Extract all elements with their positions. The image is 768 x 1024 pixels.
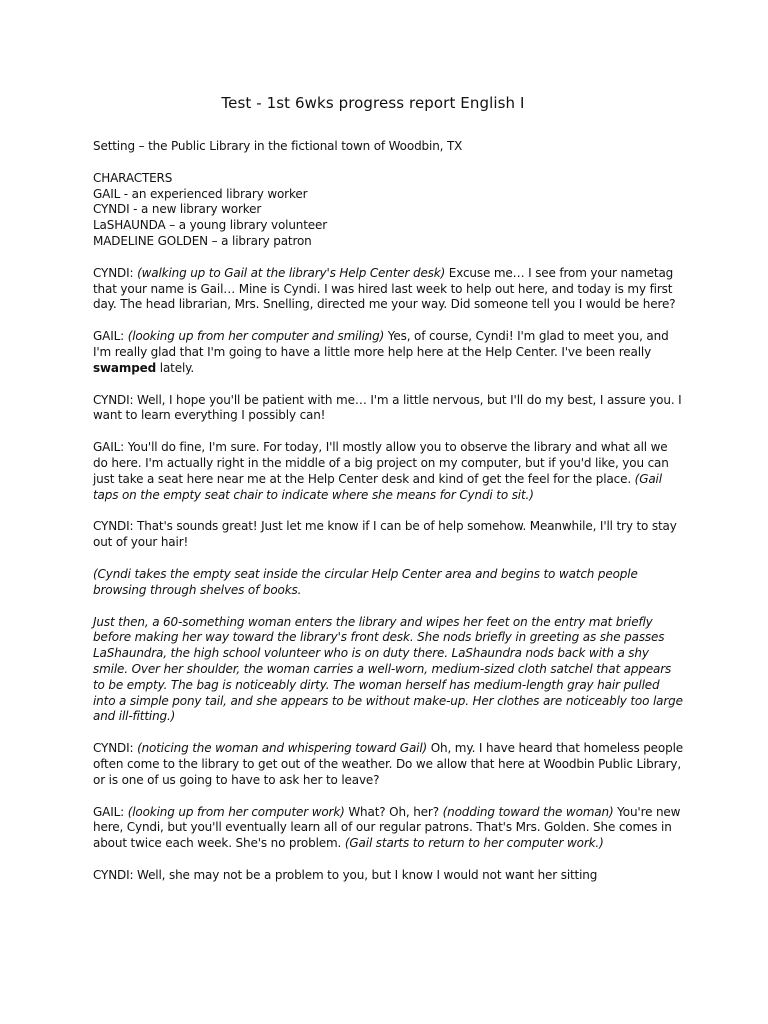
document-page (93, 94, 683, 900)
dialogue-text: What? Oh, her? (344, 804, 443, 819)
speaker: GAIL: (93, 804, 128, 819)
speaker: CYNDI: (93, 265, 138, 280)
stage-direction: (looking up from her computer work) (127, 804, 345, 819)
dialogue-text: Excuse me… I see from your nametag that your name is Gail… Mine is Cyndi. I was hired last week to help out here, and today is my first day. The head librarian, Mrs. Snelling, directed me your way. Did someone tell you I would be here? (93, 265, 676, 312)
dialogue-paragraph-3: CYNDI: Well, I hope you'll be patient with me… I'm a little nervous, but I'll do my best, I assure you. I want to learn everything I possibly can! (93, 392, 682, 423)
character-madeline: MADELINE GOLDEN – a library patron (93, 233, 312, 248)
characters-heading: CHARACTERS (93, 170, 173, 185)
characters-list (93, 171, 683, 250)
bold-vocabulary-word: swamped (93, 360, 157, 375)
stage-direction: (noticing the woman and whispering toward Gail) (137, 741, 428, 756)
stage-direction: (nodding toward the woman) (442, 804, 614, 819)
dialogue-paragraph-8: CYNDI: Well, she may not be a problem to you, but I know I would not want her sitting (93, 867, 598, 882)
character-gail: GAIL - an experienced library worker (93, 186, 308, 201)
dialogue-text: lately. (156, 360, 195, 375)
speaker: CYNDI: (93, 741, 138, 756)
dialogue-text: You're new here, Cyndi, but you'll eventually learn all of our regular patrons. That's Mrs. Golden. She comes in about twice each week. She's no problem. (93, 804, 681, 851)
dialogue-paragraph-6 (93, 741, 683, 788)
document-title: Test - 1st 6wks progress report English I (221, 94, 525, 112)
dialogue-paragraph-2 (93, 329, 683, 376)
dialogue-paragraph-4 (93, 440, 683, 503)
dialogue-paragraph-1 (93, 266, 683, 313)
speaker: GAIL: (93, 329, 128, 344)
stage-direction: (Gail taps on the empty seat chair to indicate where she means for Cyndi to sit.) (93, 471, 662, 502)
stage-direction: (Gail starts to return to her computer work.) (344, 836, 604, 851)
dialogue-text: Oh, my. I have heard that homeless people often come to the library to get out of the weather. Do we allow that here at Woodbin Public Library, or is one of us going to have to ask her to leave? (93, 741, 683, 787)
stage-direction: (looking up from her computer and smiling) (127, 329, 385, 344)
stage-direction: (walking up to Gail at the library's Help Center desk) (137, 265, 446, 280)
stage-direction-paragraph-2: Just then, a 60-something woman enters the library and wipes her feet on the entry mat briefly before making her way toward the library's front desk. She nods briefly in greeting as she passes LaShaundra, the high school volunteer who is on duty there. LaShaundra nods back with a shy smile. Over her shoulder, the woman carries a well-worn, medium-sized cloth satchel that appears to be empty. The bag is noticeably dirty. The woman herself has medium-length gray hair pulled into a simple pony tail, and she appears to be without make-up. Her clothes are noticeably too large and ill-fitting.) (93, 614, 683, 724)
dialogue-text: GAIL: You'll do fine, I'm sure. For today, I'll mostly allow you to observe the library and what all we do here. I'm actually right in the middle of a big project on my computer, but if you'd like, you can just take a seat here near me at the Help Center desk and kind of get the feel for the place. (93, 440, 669, 486)
stage-direction-paragraph-1: (Cyndi takes the empty seat inside the circular Help Center area and begins to watch people browsing through shelves of books. (93, 566, 638, 597)
dialogue-paragraph-5: CYNDI: That's sounds great! Just let me know if I can be of help somehow. Meanwhile, I'll try to stay out of your hair! (93, 519, 677, 550)
character-lashaunda: LaSHAUNDA – a young library volunteer (93, 218, 328, 233)
dialogue-paragraph-7 (93, 805, 683, 852)
dialogue-text: Yes, of course, Cyndi! I'm glad to meet you, and I'm really glad that I'm going to have a little more help here at the Help Center. I've been really (93, 329, 669, 359)
character-cyndi: CYNDI - a new library worker (93, 202, 262, 217)
setting-paragraph: Setting – the Public Library in the fictional town of Woodbin, TX (93, 139, 463, 153)
